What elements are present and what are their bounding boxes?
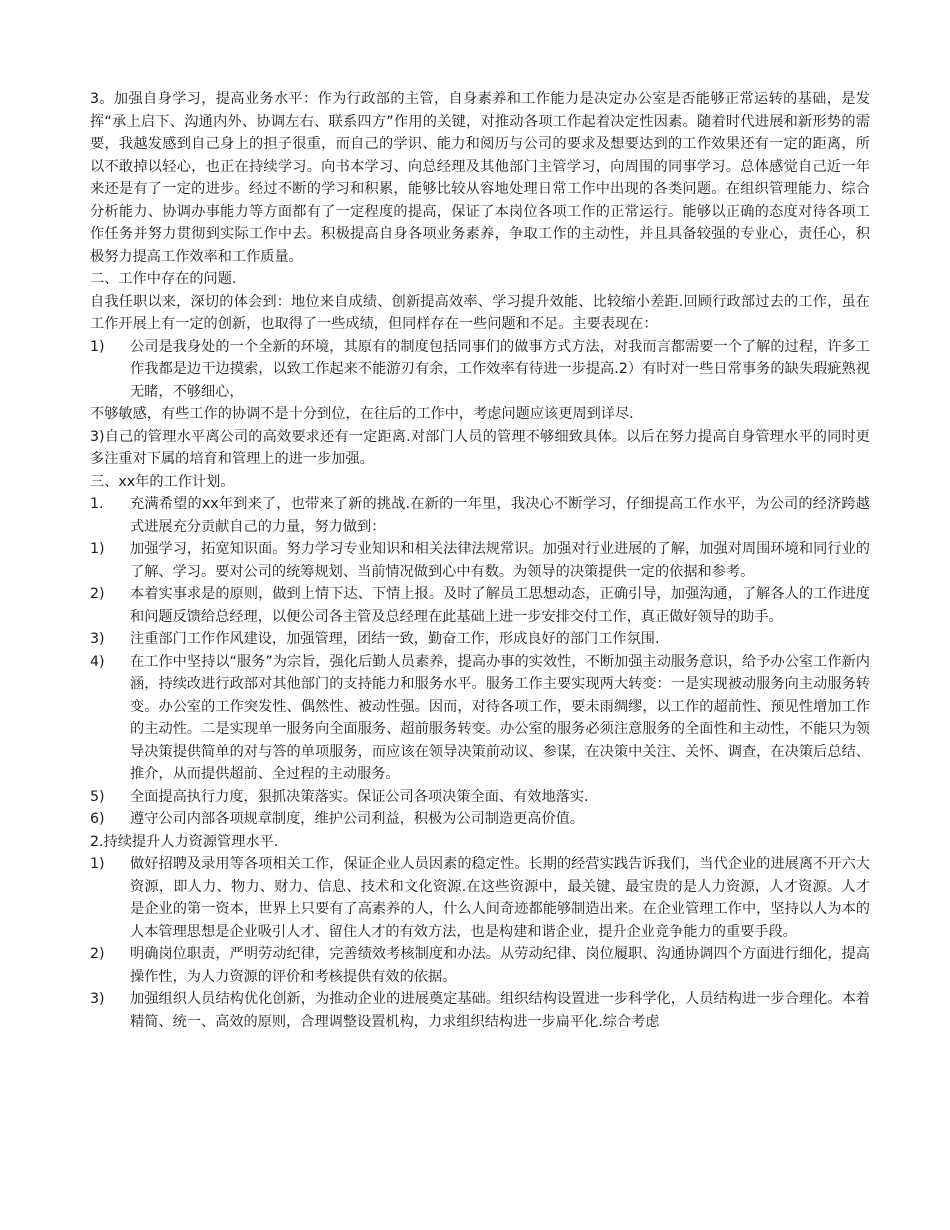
list-item [90,943,870,988]
list-item [90,628,870,651]
list-marker: 1. [90,496,104,512]
list-item-text: 注重部门工作作风建设，加强管理，团结一致，勤奋工作，形成良好的部门工作氛围. [130,631,660,647]
list-item [90,988,870,1033]
list-item [90,651,870,786]
list-marker: 1) [90,541,105,557]
list-item [90,583,870,628]
list-item-text: 明确岗位职责，严明劳动纪律，完善绩效考核制度和办法。从劳动纪律、岗位履职、沟通协调四个方面进行细化，提高操作性，为人力资源的评价和考核提供有效的依据。 [130,946,870,985]
paragraph-problems-intro: 自我任职以来，深切的体会到：地位来自成绩、创新提高效率、学习提升效能、比较缩小差距.回顾行政部过去的工作，虽在工作开展上有一定的创新，也取得了一些成绩，但同样存在一些问题和不足。主要表现在： [90,293,870,332]
document-body [90,88,870,1033]
list-item-text: 遵守公司内部各项规章制度，维护公司利益，积极为公司制造更高价值。 [130,811,585,827]
list-item [90,808,870,831]
list-marker: 3) [90,631,105,647]
list-item [90,336,870,404]
list-item-text: 公司是我身处的一个全新的环境，其原有的制度包括同事们的做事方式方法，对我而言都需要一个了解的过程，许多工作我都是边干边摸索，以致工作起来不能游刃有余，工作效率有待进一步提高.2）有时对一些日常事务的缺失瑕疵熟视无睹，不够细心， [130,338,870,400]
list-item-text: 在工作中坚持以“服务”为宗旨，强化后勤人员素养，提高办事的实效性，不断加强主动服务意识，给予办公室工作新内涵，持续改进行政部对其他部门的支持能力和服务水平。服务工作主要实现两大转变：一是实现被动服务向主动服务转变。办公室的工作突发性、偶然性、被动性强。因而，对待各项工作，要未雨绸缪，以工作的超前性、预见性增加工作的主动性。二是实现单一服务向全面服务、超前服务转变。办公室的服务必须注意服务的全面性和主动性，不能只为领导决策提供简单的对与答的单项服务，而应该在领导决策前动议、参谋，在决策中关注、关怀、调查，在决策后总结、推介，从而提供超前、全过程的主动服务。 [130,653,870,782]
list-item [90,786,870,809]
list-item [90,853,870,943]
list-item-text: 本着实事求是的原则，做到上情下达、下情上报。及时了解员工思想动态，正确引导，加强沟通，了解各人的工作进度和问题反馈给总经理，以便公司各主管及总经理在此基础上进一步安排交付工作，真正做好领导的助手。 [130,586,870,625]
list-item-text: 全面提高执行力度，狠抓决策落实。保证公司各项决策全面、有效地落实. [130,788,589,805]
list-marker: 4) [90,653,105,670]
heading-plan: 三、xx年的工作计划。 [90,473,235,490]
list-item-text: 加强组织人员结构优化创新，为推动企业的进展奠定基础。组织结构设置进一步科学化，人员结构进一步合理化。本着精简、统一、高效的原则，合理调整设置机构，力求组织结构进一步扁平化.综合考虑 [130,991,870,1030]
list-item-text: 充满希望的xx年到来了，也带来了新的挑战.在新的一年里，我决心不断学习，仔细提高工作水平，为公司的经济跨越式进展充分贡献自己的力量，努力做到： [130,496,870,535]
list-marker: 5) [90,788,105,805]
list-marker: 3) [90,991,105,1007]
paragraph: 3)自己的管理水平离公司的高效要求还有一定距离.对部门人员的管理不够细致具体。以后在努力提高自身管理水平的同时更多注重对下属的培育和管理上的进一步加强。 [90,428,870,467]
paragraph-self-study: 3。加强自身学习，提高业务水平：作为行政部的主管，自身素养和工作能力是决定办公室是否能够正常运转的基础，是发挥“承上启下、沟通内外、协调左右、联系四方”作用的关键，对推动各项工作起着决定性因素。随着时代进展和新形势的需要，我越发感到自己身上的担子很重，而自己的学识、能力和阅历与公司的要求及想要达到的工作效果还有一定的距离，所以不敢掉以轻心，也正在持续学习。向书本学习、向总经理及其他部门主管学习，向周围的同事学习。总体感觉自己近一年来还是有了一定的进步。经过不断的学习和积累，能够比较从容地处理日常工作中出现的各类问题。在组织管理能力、综合分析能力、协调办事能力等方面都有了一定程度的提高，保证了本岗位各项工作的正常运行。能够以正确的态度对待各项工作任务并努力贯彻到实际工作中去。积极提高自身各项业务素养，争取工作的主动性，并且具备较强的专业心，责任心，积极努力提高工作效率和工作质量。 [90,91,870,265]
list-marker: 1) [90,338,105,355]
list-item [90,493,870,538]
heading-hr: 2.持续提升人力资源管理水平. [90,833,279,850]
list-marker: 1) [90,856,105,872]
list-item-text: 做好招聘及录用等各项相关工作，保证企业人员因素的稳定性。长期的经营实践告诉我们，当代企业的进展离不开六大资源，即人力、物力、财力、信息、技术和文化资源.在这些资源中，最关键、最宝贵的是人力资源，人才资源。人才是企业的第一资本，世界上只要有了高素养的人，什么人间奇迹都能够制造出来。在企业管理工作中，坚持以人为本的人本管理思想是企业吸引人才、留住人才的有效方法，也是构建和谐企业，提升企业竞争能力的重要手段。 [130,856,870,940]
list-marker: 2) [90,946,105,962]
list-item [90,538,870,583]
heading-problems: 二、工作中存在的问题. [90,271,237,287]
list-item-text: 加强学习，拓宽知识面。努力学习专业知识和相关法律法规常识。加强对行业进展的了解，加强对周围环境和同行业的了解、学习。要对公司的统筹规划、当前情况做到心中有数。为领导的决策提供一定的依据和参考。 [130,541,870,580]
list-marker: 2) [90,586,105,602]
paragraph: 不够敏感，有些工作的协调不是十分到位，在往后的工作中，考虑问题应该更周到详尽. [90,406,634,422]
list-marker: 6) [90,811,105,827]
